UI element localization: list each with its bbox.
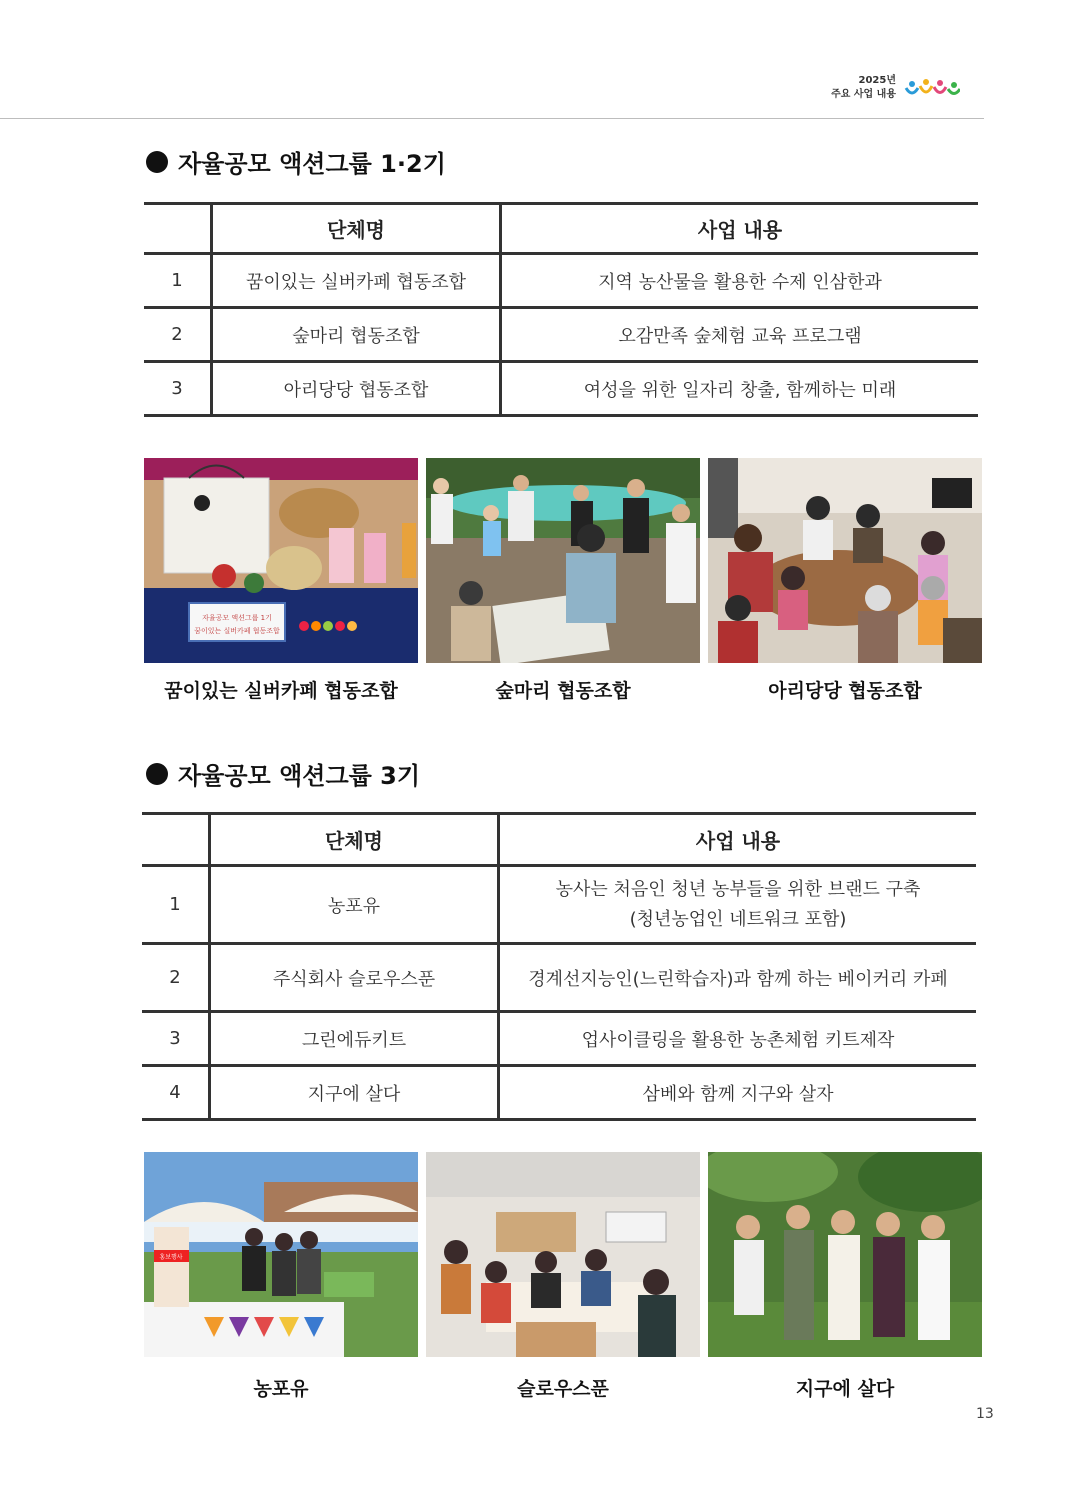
caption-forest: 숲마리 협동조합 [495, 680, 631, 702]
row-num: 3 [144, 362, 212, 416]
photo-nongpoyu [144, 1152, 418, 1357]
row-org: 아리당당 협동조합 [212, 362, 501, 416]
table-header-row [144, 204, 978, 254]
content-header: 사업 내용 [501, 204, 979, 254]
row-content: 삼베와 함께 지구와 살자 [499, 1066, 977, 1120]
caption-slowspoon: 슬로우스푼 [517, 1378, 609, 1400]
section2-table [142, 812, 976, 1121]
row-num: 2 [144, 308, 212, 362]
row-org: 숲마리 협동조합 [212, 308, 501, 362]
row-content: 업사이클링을 활용한 농촌체험 키트제작 [499, 1012, 977, 1066]
section1-title [146, 144, 446, 179]
table-row [142, 1012, 976, 1066]
table-row [144, 308, 978, 362]
row-org: 농포유 [210, 866, 499, 944]
section1-table [144, 202, 978, 417]
photo-sign-text2: 꿈이있는 실버카페 협동조합 [194, 627, 280, 635]
row-org: 주식회사 슬로우스푼 [210, 944, 499, 1012]
caption-earth: 지구에 살다 [795, 1378, 895, 1400]
header-year: 2025년 [858, 75, 896, 86]
row-num: 1 [144, 254, 212, 308]
photo-arirdangdang [708, 458, 982, 663]
row-content-line1: 농사는 처음인 청년 농부들을 위한 브랜드 구축 [555, 878, 921, 900]
content-header: 사업 내용 [499, 814, 977, 866]
photo-forest [426, 458, 700, 663]
photo-silver-cafe [144, 458, 418, 663]
row-content-line2: (청년농업인 네트워크 포함) [629, 908, 847, 930]
row-org: 그린에듀키트 [210, 1012, 499, 1066]
photo-earth [708, 1152, 982, 1357]
org-header: 단체명 [212, 204, 501, 254]
page-number: 13 [976, 1406, 994, 1422]
table-header-row [142, 814, 976, 866]
table-row [142, 944, 976, 1012]
photo-sign-text: 자율공모 액션그룹 1기 [202, 614, 272, 622]
num-header [144, 204, 212, 254]
header-divider [0, 118, 984, 119]
table-row [144, 362, 978, 416]
row-org: 지구에 살다 [210, 1066, 499, 1120]
photo-sign-text: 홍보행사 [159, 1254, 183, 1261]
org-header: 단체명 [210, 814, 499, 866]
row-org: 꿈이있는 실버카페 협동조합 [212, 254, 501, 308]
row-num: 2 [142, 944, 210, 1012]
section1-title-text: 자율공모 액션그룹 1·2기 [178, 150, 446, 178]
section2-title [146, 756, 420, 791]
section2-title-text: 자율공모 액션그룹 3기 [178, 762, 421, 790]
row-content: 오감만족 숲체험 교육 프로그램 [501, 308, 979, 362]
bullet-icon [146, 763, 168, 785]
logo-icon [904, 76, 960, 102]
row-content: 여성을 위한 일자리 창출, 함께하는 미래 [501, 362, 979, 416]
bullet-icon [146, 151, 168, 173]
row-num: 1 [142, 866, 210, 944]
header-subtitle: 주요 사업 내용 [831, 89, 896, 100]
caption-nongpoyu: 농포유 [253, 1378, 309, 1400]
row-content: 경계선지능인(느린학습자)과 함께 하는 베이커리 카페 [499, 944, 977, 1012]
row-content [499, 866, 977, 944]
header-text [831, 74, 896, 102]
row-num: 3 [142, 1012, 210, 1066]
caption-silver-cafe: 꿈이있는 실버카페 협동조합 [164, 680, 398, 702]
row-content: 지역 농산물을 활용한 수제 인삼한과 [501, 254, 979, 308]
photo-slowspoon [426, 1152, 700, 1357]
table-row [142, 1066, 976, 1120]
row-num: 4 [142, 1066, 210, 1120]
num-header [142, 814, 210, 866]
table-row [144, 254, 978, 308]
caption-arirdangdang: 아리당당 협동조합 [768, 680, 922, 702]
table-row [142, 866, 976, 944]
